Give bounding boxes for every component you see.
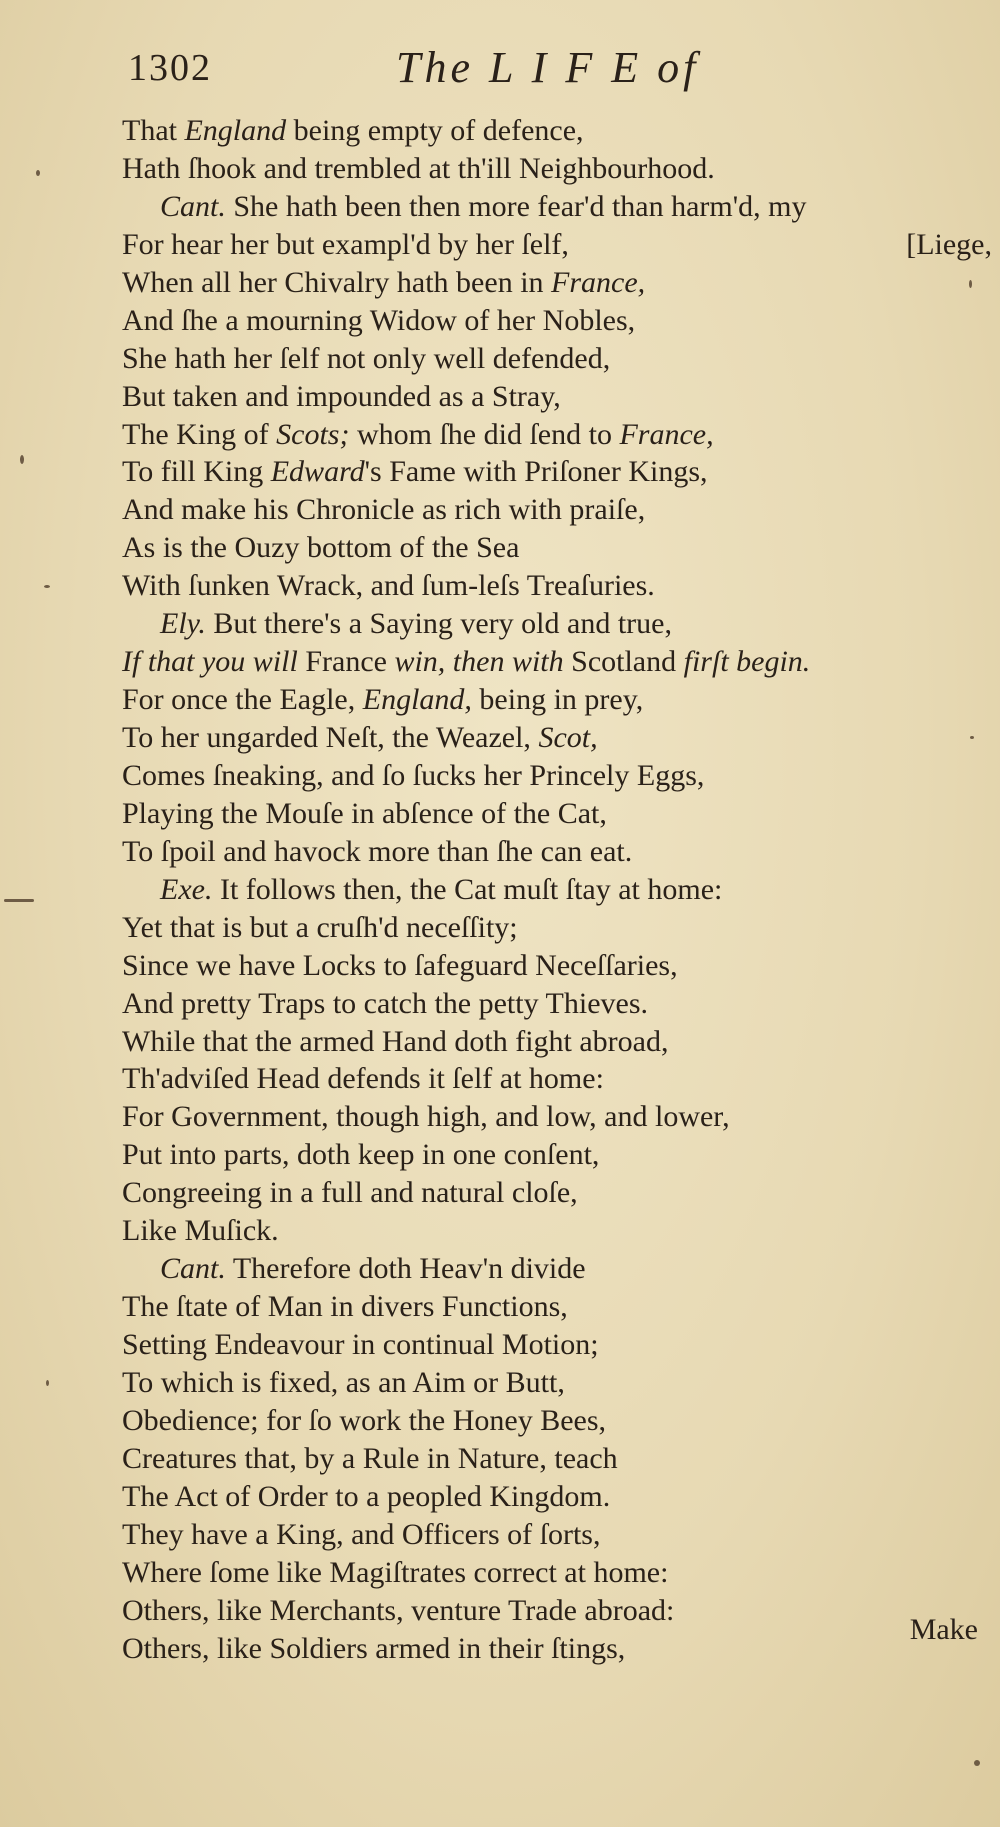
text-line: Yet that is but a cruſh'd neceſſity; [122,910,518,944]
page-header [128,42,848,102]
ink-speck [46,1380,49,1386]
text-line: They have a King, and Officers of ſorts, [122,1517,601,1551]
text-line: Playing the Mouſe in abſence of the Cat, [122,796,607,830]
text-line: Exe. It follows then, the Cat muſt ſtay at home: [160,872,723,906]
running-title: The L I F E of [396,43,700,92]
text-line: Since we have Locks to ſafeguard Neceſſaries, [122,948,678,982]
text-line: Cant. Therefore doth Heav'n divide [160,1252,586,1286]
turnover-word: [Liege, [906,227,992,261]
text-line: Others, like Merchants, venture Trade abroad: [122,1593,675,1627]
text-line: Congreeing in a full and natural cloſe, [122,1176,578,1210]
text-line: To which is fixed, as an Aim or Butt, [122,1365,565,1399]
text-line: Comes ſneaking, and ſo ſucks her Princely Eggs, [122,758,705,792]
text-line: That England being empty of defence, [122,114,584,147]
page-number: 1302 [128,47,212,89]
text-line: Setting Endeavour in continual Motion; [122,1328,599,1361]
text-line: To ſpoil and havock more than ſhe can eat. [122,834,633,868]
text-line: The Act of Order to a peopled Kingdom. [122,1479,611,1513]
text-line: Creatures that, by a Rule in Nature, teach [122,1441,618,1475]
text-line: But taken and impounded as a Stray, [122,379,561,413]
text-line: And make his Chronicle as rich with praiſe, [122,493,646,527]
text-line: Others, like Soldiers armed in their ſtings, [122,1631,626,1665]
speaker-name: Ely. [160,607,206,641]
text-line: While that the armed Hand doth fight abroad, [122,1024,669,1058]
text-line: The King of Scots; whom ſhe did ſend to France, [122,417,714,451]
text-line: To her ungarded Neſt, the Weazel, Scot, [122,721,598,754]
ink-speck [36,170,40,176]
ink-speck [44,585,50,588]
text-line: For Government, though high, and low, and lower, [122,1100,730,1134]
text-line: She hath her ſelf not only well defended, [122,341,611,375]
text-line: And pretty Traps to catch the petty Thieves. [122,986,649,1020]
ink-speck [969,280,972,288]
speaker-name: Cant. [160,1252,226,1286]
text-line: Th'adviſed Head defends it ſelf at home: [122,1062,604,1096]
ink-speck [970,736,974,739]
text-line: When all her Chivalry hath been in France, [122,265,646,299]
text-line: Hath ſhook and trembled at th'ill Neighbourhood. [122,151,715,185]
verse-text [122,112,992,1667]
text-line: With ſunken Wrack, and ſum-leſs Treaſuries. [122,569,655,603]
ink-speck [974,1760,980,1766]
speaker-name: Cant. [160,189,226,223]
text-line: Obedience; for ſo work the Honey Bees, [122,1403,607,1437]
text-line: And ſhe a mourning Widow of her Nobles, [122,303,636,337]
text-line: The ſtate of Man in divers Functions, [122,1290,568,1324]
text-line: Where ſome like Magiſtrates correct at home: [122,1555,669,1589]
text-line: As is the Ouzy bottom of the Sea [122,531,520,565]
ink-speck [4,899,34,902]
text-line: For once the Eagle, England, being in prey, [122,683,644,717]
speaker-name: Exe. [160,872,213,906]
text-line: Ely. But there's a Saying very old and true, [160,607,672,641]
ink-speck [20,455,24,464]
text-line: For hear her but exampl'd by her ſelf, [Liege, [122,226,992,264]
text-line: To fill King Edward's Fame with Priſoner Kings, [122,455,708,489]
text-line: Put into parts, doth keep in one conſent, [122,1138,600,1172]
text-line: Like Muſick. [122,1214,279,1248]
catchword: Make [909,1613,978,1646]
text-line: Cant. She hath been then more fear'd than harm'd, my [160,189,807,223]
text-line: If that you will France win, then with Scotland firſt begin. [122,645,811,679]
